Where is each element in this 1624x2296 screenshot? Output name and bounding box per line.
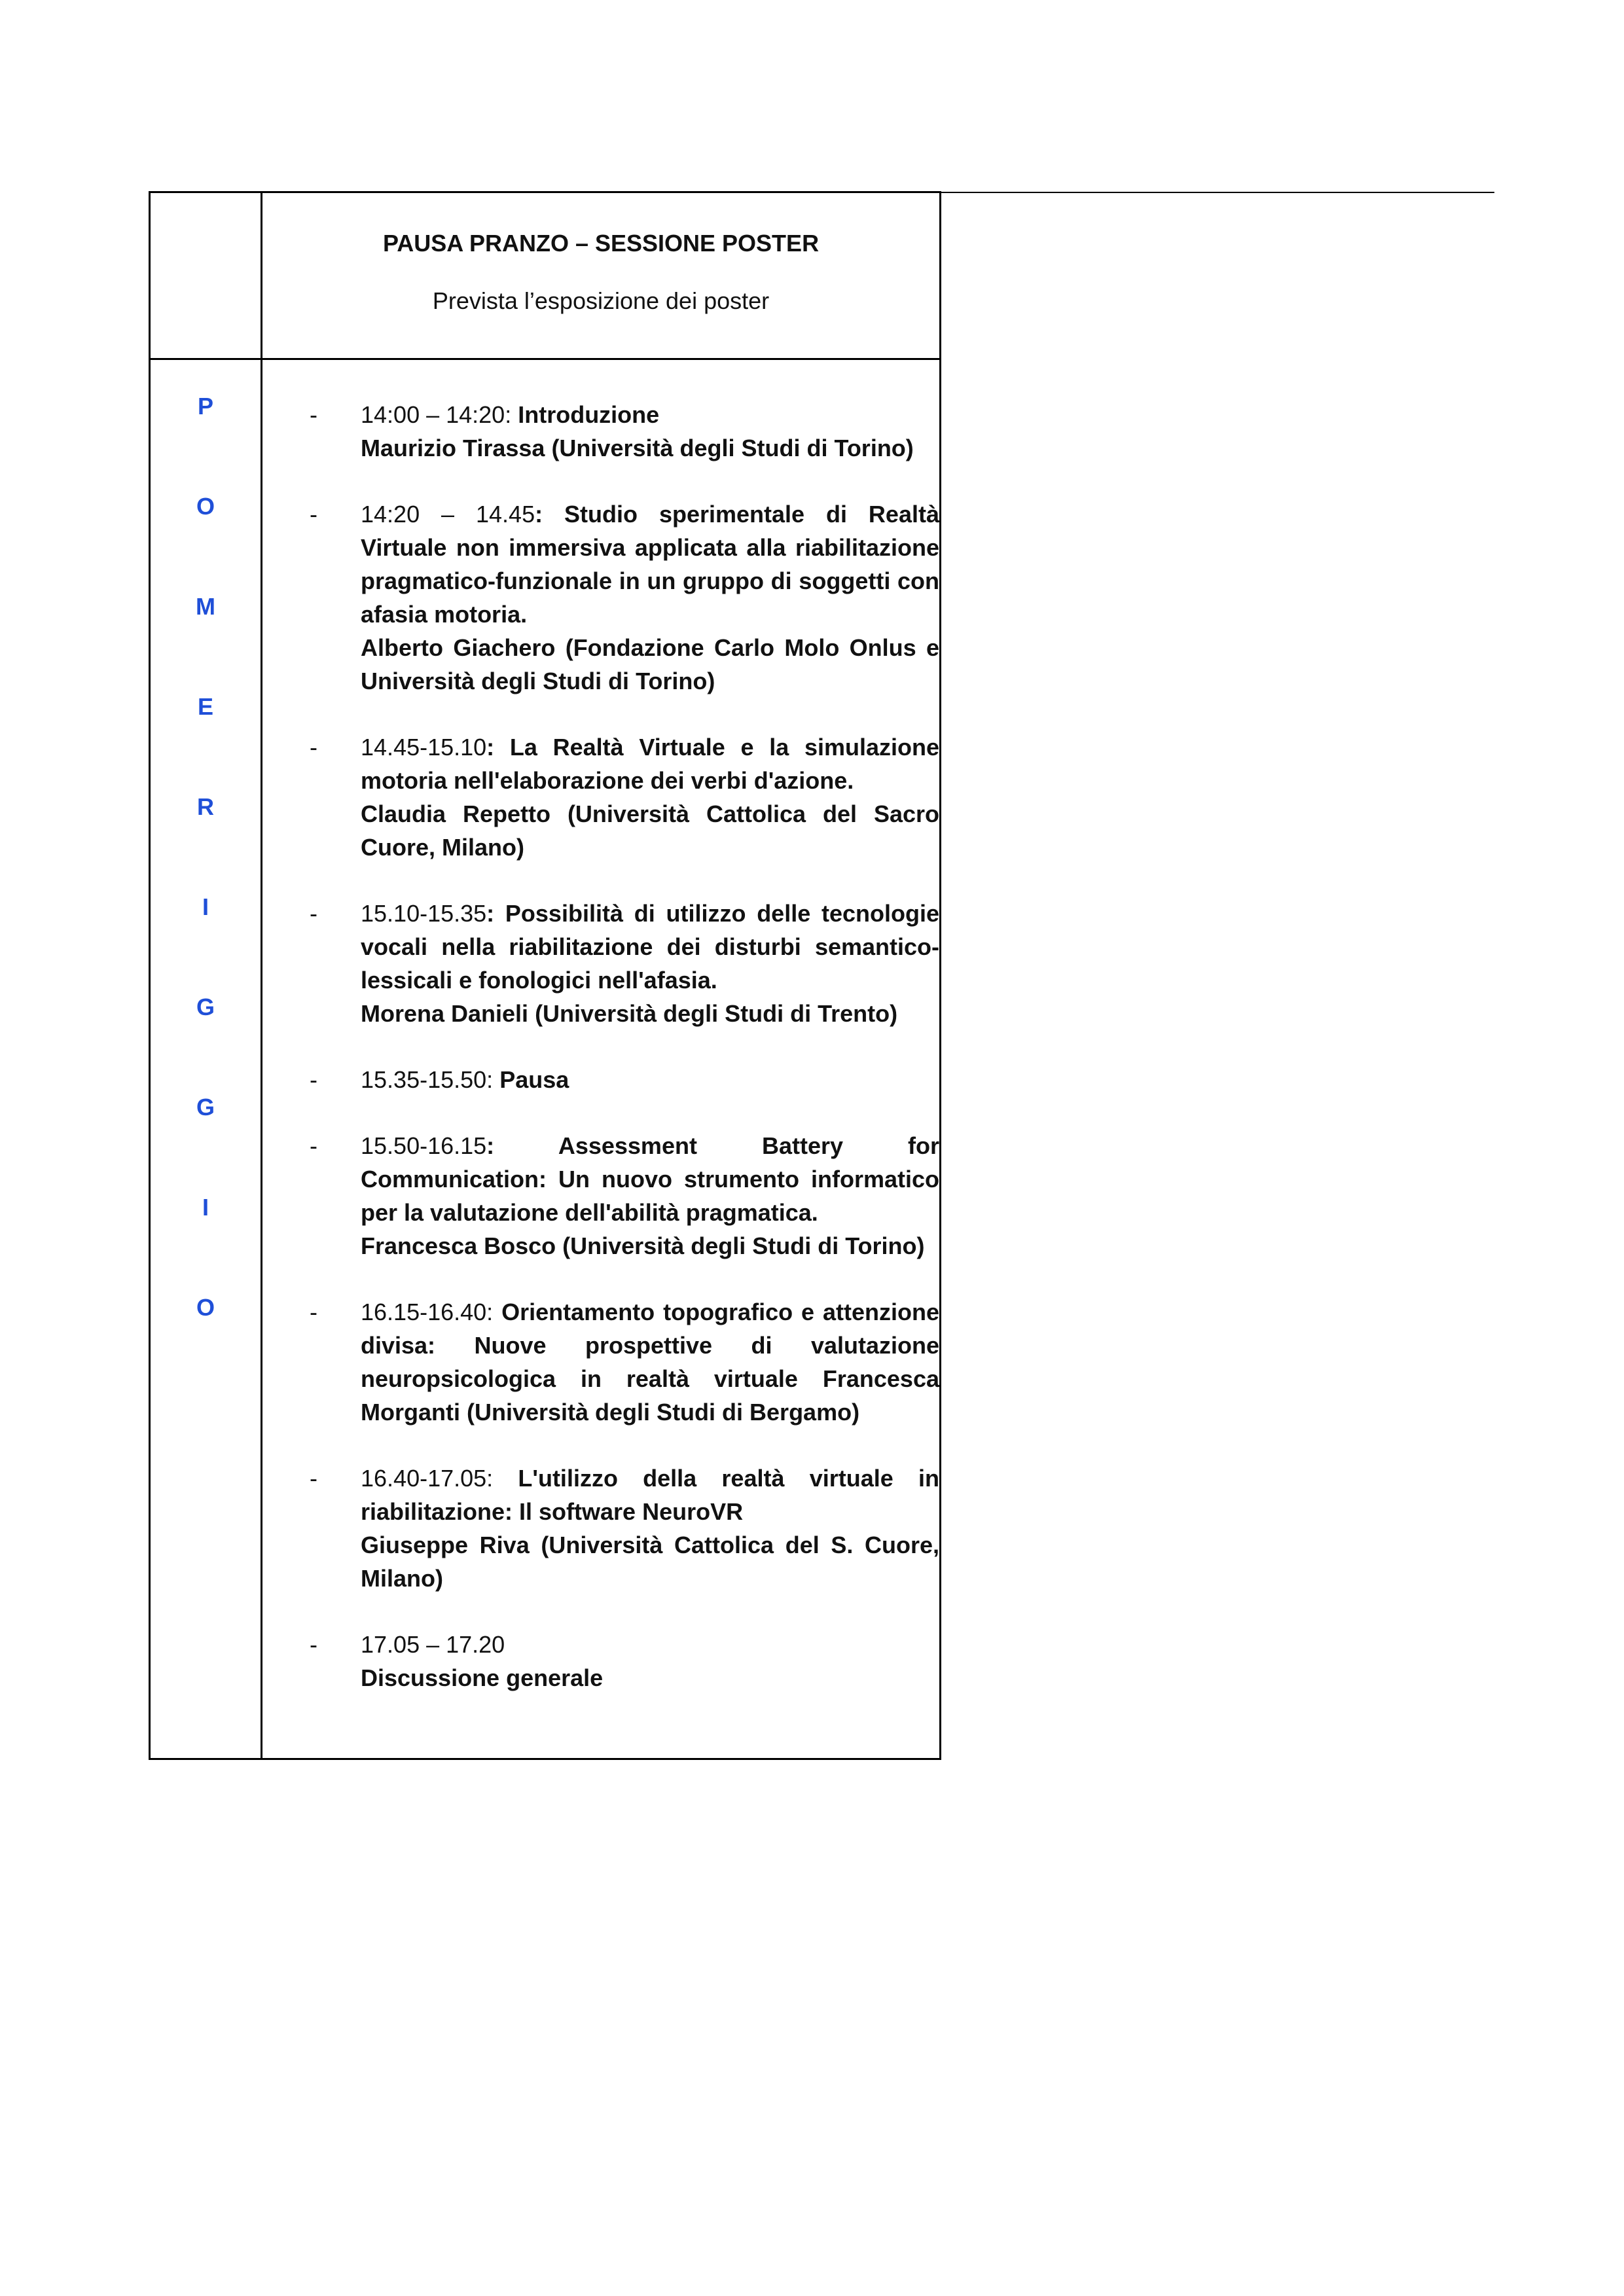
side-letter: O — [196, 493, 215, 520]
agenda-time: 15.10-15.35 — [361, 900, 487, 927]
header-row — [150, 192, 941, 359]
agenda-title: : Assessment Battery for Communication: Un nuovo strumento informatico per la valutazione dell'abilità pragmatica. — [361, 1132, 939, 1226]
agenda-time: 14.45-15.10 — [361, 734, 487, 761]
header-empty-cell — [150, 192, 262, 359]
session-title: PAUSA PRANZO – SESSIONE POSTER — [382, 230, 820, 257]
agenda-item: - 16.15-16.40: Orientamento topografico e attenzione divisa: Nuove prospettive di valutazione neuropsicologica in realtà virtuale Francesca Morganti (Università degli Studi di Bergamo) — [310, 1299, 939, 1426]
agenda-item: - 15.10-15.35: Possibilità di utilizzo delle tecnologie vocali nella riabilitazione dei disturbi semantico-lessicali e fonologici nell'afasia. Morena Danieli (Università degli Studi di Trento) — [262, 897, 939, 1030]
session-subtitle: Prevista l’esposizione dei poster — [432, 287, 770, 314]
agenda-list — [262, 360, 939, 1695]
program-table — [149, 191, 941, 1760]
agenda-speaker: Claudia Repetto (Università Cattolica del Sacro Cuore, Milano) — [361, 800, 939, 861]
side-letter: M — [196, 593, 215, 620]
agenda-time: 15.50-16.15 — [361, 1132, 487, 1159]
agenda-time: 14:20 – 14.45 — [361, 501, 535, 528]
agenda-speaker: Discussione generale — [361, 1664, 604, 1691]
agenda-time: 17.05 – 17.20 — [361, 1631, 505, 1658]
side-letter: P — [197, 393, 213, 420]
afternoon-row — [150, 359, 941, 1759]
agenda-speaker: Giuseppe Riva (Università Cattolica del S. Cuore, Milano) — [361, 1532, 939, 1592]
agenda-title: : Possibilità di utilizzo delle tecnologie vocali nella riabilitazione dei disturbi semantico-lessicali e fonologici nell'afasia. — [361, 900, 939, 994]
agenda-title: Orientamento topografico e attenzione divisa: Nuove prospettive di valutazione neuropsicologica in realtà virtuale Francesca Morganti (Università degli Studi di Bergamo) — [361, 1299, 939, 1426]
header-cell — [262, 192, 941, 359]
agenda-title: Pausa — [499, 1066, 569, 1093]
side-letter: R — [197, 793, 214, 820]
agenda-title: Introduzione — [518, 401, 660, 428]
agenda-cell — [262, 359, 941, 1759]
agenda-title: : Studio sperimentale di Realtà Virtuale non immersiva applicata alla riabilitazione pragmatico-funzionale in un gruppo di soggetti con afasia motoria. — [361, 501, 939, 628]
agenda-speaker: Maurizio Tirassa (Università degli Studi di Torino) — [361, 435, 914, 461]
agenda-item: - 14:00 – 14:20: Introduzione Maurizio Tirassa (Università degli Studi di Torino) — [262, 398, 939, 465]
side-letter: G — [196, 994, 215, 1020]
side-letter: I — [202, 893, 209, 920]
agenda-item: - 14.45-15.10: La Realtà Virtuale e la simulazione motoria nell'elaborazione dei verbi d'azione. Claudia Repetto (Università Cattolica del Sacro Cuore, Milano) — [262, 730, 939, 864]
side-letter: I — [202, 1194, 209, 1221]
side-label-cell — [150, 359, 262, 1759]
agenda-item: - 15.50-16.15: Assessment Battery for Communication: Un nuovo strumento informatico per la valutazione dell'abilità pragmatica. Francesca Bosco (Università degli Studi di Torino) — [262, 1129, 939, 1263]
agenda-speaker: Alberto Giachero (Fondazione Carlo Molo Onlus e Università degli Studi di Torino) — [361, 634, 939, 694]
agenda-time: 15.35-15.50: — [361, 1066, 494, 1093]
agenda-item: - 16.40-17.05: L'utilizzo della realtà virtuale in riabilitazione: Il software NeuroVR Giuseppe Riva (Università Cattolica del S. Cuore, Milano) — [262, 1462, 939, 1595]
agenda-time: 16.40-17.05: — [361, 1465, 494, 1492]
agenda-time: 16.15-16.40: — [361, 1299, 494, 1325]
side-letter: G — [196, 1094, 215, 1121]
agenda-item: - 17.05 – 17.20 Discussione generale — [262, 1628, 939, 1695]
agenda-title: L'utilizzo della realtà virtuale in riabilitazione: Il software NeuroVR — [361, 1465, 939, 1525]
agenda-item: - 14:20 – 14.45: Studio sperimentale di Realtà Virtuale non immersiva applicata alla riabilitazione pragmatico-funzionale in un gruppo di soggetti con afasia motoria. Alberto Giachero (Fondazione Carlo Molo Onlus e Università degli Studi di Torino) — [262, 497, 939, 698]
side-letter: O — [196, 1294, 215, 1321]
agenda-item: - 15.35-15.50: Pausa — [310, 1066, 569, 1093]
agenda-title: : La Realtà Virtuale e la simulazione motoria nell'elaborazione dei verbi d'azione. — [361, 734, 939, 794]
agenda-speaker: Morena Danieli (Università degli Studi di Trento) — [361, 1000, 898, 1027]
side-letter: E — [197, 693, 213, 720]
top-rule — [938, 192, 1494, 193]
agenda-speaker: Francesca Bosco (Università degli Studi di Torino) — [361, 1232, 925, 1259]
agenda-time: 14:00 – 14:20: — [361, 401, 512, 428]
